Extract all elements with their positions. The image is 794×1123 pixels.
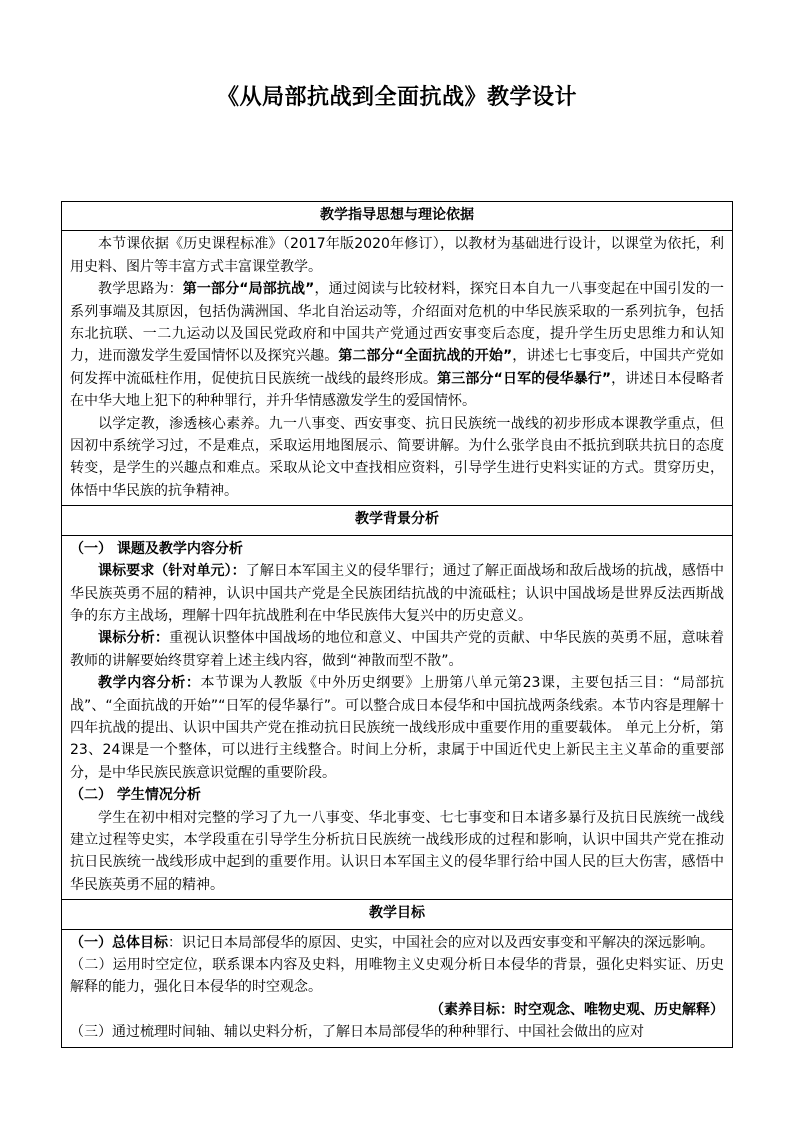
paragraph-content-analysis bbox=[70, 672, 724, 784]
part-two-text: ，讲述七七事变后，中国共产党如何发挥中流砥柱作用，促使抗日民族统一战线的最终形成。 bbox=[70, 348, 725, 387]
paragraph-curriculum-analysis bbox=[70, 627, 724, 672]
part-one-text: ，通过阅读与比较材料，探究日本自九一八事变起在中国引发的一系列事端及其原因，包括伪满洲国、华北自治运动等，介绍面对危机的中华民族采取的一系列抗争，包括东北抗联、一二九运动以及国民党政府和中国共产党通过西安事变后态度，提升学生历史思维力和认知力，进而激发学生爱国情怀以及探究兴趣。 bbox=[70, 281, 724, 365]
analysis-label: 课标分析： bbox=[98, 630, 170, 647]
goal-two: （二）运用时空定位，联系课本内容及史料，用唯物主义史观分析日本侵华的背景，强化史料实证、历史解释的能力，强化日本侵华的时空观念。 bbox=[70, 957, 724, 996]
content-analysis-text: 本节课为人教版《中外历史纲要》上册第八单元第23课，主要包括三目：“局部抗战”、“全面抗战的开始”“日军的侵华暴行”。可以整合成日本侵华和中国抗战两条线索。本节内容是理解十四年抗战的提出、认识中国共产党在推动抗日民族统一战线形成中重要作用的重要载体。 单元上分析，第23、24课是一个整体，可以进行主线整合。时间上分析，隶属于中国近代史上新民主主义革命的重要部分，是中华民族民族意识觉醒的重要阶段。 bbox=[70, 675, 725, 781]
guiding-ideology-content bbox=[62, 231, 733, 506]
requirements-text: 了解日本军国主义的侵华罪行；通过了解正面战场和敌后战场的抗战，感悟中华民族英勇不屈的精神，认识中国共产党是全民族团结抗战的中流砥柱；认识中国战场是世界反法西斯战争的东方主战场，理解十四年抗战胜利在中华民族伟大复兴中的历史意义。 bbox=[70, 563, 724, 624]
paragraph-core-literacy: 以学定教，渗透核心素养。九一八事变、西安事变、抗日民族统一战线的初步形成本课教学重点，但因初中系统学习过，不是难点，采取运用地图展示、简要讲解。为什么张学良由不抵抗到联共抗日的态度转变，是学生的兴趣点和难点。采取从论文中查找相应资料，引导学生进行史料实证的方式。贯穿历史，体悟中华民族的抗争精神。 bbox=[70, 415, 724, 499]
section-header-background-analysis: 教学背景分析 bbox=[62, 506, 733, 535]
part-three-text: ，讲述日本侵略者在中华大地上犯下的种种罪行，并升华情感激发学生的爱国情怀。 bbox=[70, 370, 725, 410]
paragraph-curriculum-requirements bbox=[70, 560, 724, 627]
subheading-student-analysis: （二） 学生情况分析 bbox=[70, 787, 201, 804]
section-header-teaching-goals: 教学目标 bbox=[62, 900, 733, 929]
document-title: 《从局部抗战到全面抗战》教学设计 bbox=[216, 85, 577, 110]
part-one-label: 第一部分“局部抗战” bbox=[182, 281, 315, 298]
part-three-label: 第三部分“日军的侵华暴行” bbox=[437, 370, 612, 387]
requirements-label: 课标要求（针对单元）： bbox=[98, 563, 246, 580]
goal-two-literacy-note: （素养目标：时空观念、唯物史观、历史解释） bbox=[430, 1001, 724, 1018]
background-analysis-content bbox=[62, 535, 733, 900]
approach-intro: 教学思路为： bbox=[98, 281, 183, 298]
goal-overall-text: ：识记日本局部侵华的原因、史实，中国社会的应对以及西安事变和平解决的深远影响。 bbox=[168, 934, 714, 951]
goal-overall-label: （一）总体目标 bbox=[70, 934, 168, 951]
part-two-label: 第二部分“全面抗战的开始” bbox=[338, 348, 513, 365]
teaching-goals-content bbox=[62, 929, 733, 1047]
goal-overall bbox=[70, 932, 724, 954]
paragraph-curriculum-basis: 本节课依据《历史课程标准》（2017年版2020年修订），以教材为基础进行设计，以课堂为依托，利用史料、图片等丰富方式丰富课堂教学。 bbox=[70, 236, 724, 275]
analysis-text: 重视认识整体中国战场的地位和意义、中国共产党的贡献、中华民族的英勇不屈，意味着教师的讲解要始终贯穿着上述主线内容，做到“神散而型不散”。 bbox=[70, 630, 725, 669]
paragraph-student-analysis: 学生在初中相对完整的学习了九一八事变、华北事变、七七事变和日本诸多暴行及抗日民族统一战线建立过程等史实，本学段重在引导学生分析抗日民族统一战线形成的过程和影响，认识中国共产党在推动抗日民族统一战线形成中起到的重要作用。认识日本军国主义的侵华罪行给中国人民的巨大伤害，感悟中华民族英勇不屈的精神。 bbox=[70, 809, 724, 893]
lesson-plan-table bbox=[61, 201, 733, 1048]
paragraph-teaching-approach bbox=[70, 278, 724, 412]
goal-three: （三）通过梳理时间轴、辅以史料分析，了解日本局部侵华的种种罪行、中国社会做出的应对 bbox=[70, 1024, 644, 1041]
content-analysis-label: 教学内容分析： bbox=[98, 675, 201, 692]
section-header-guiding-ideology: 教学指导思想与理论依据 bbox=[62, 202, 733, 231]
subheading-topic-content: （一） 课题及教学内容分析 bbox=[70, 540, 243, 557]
